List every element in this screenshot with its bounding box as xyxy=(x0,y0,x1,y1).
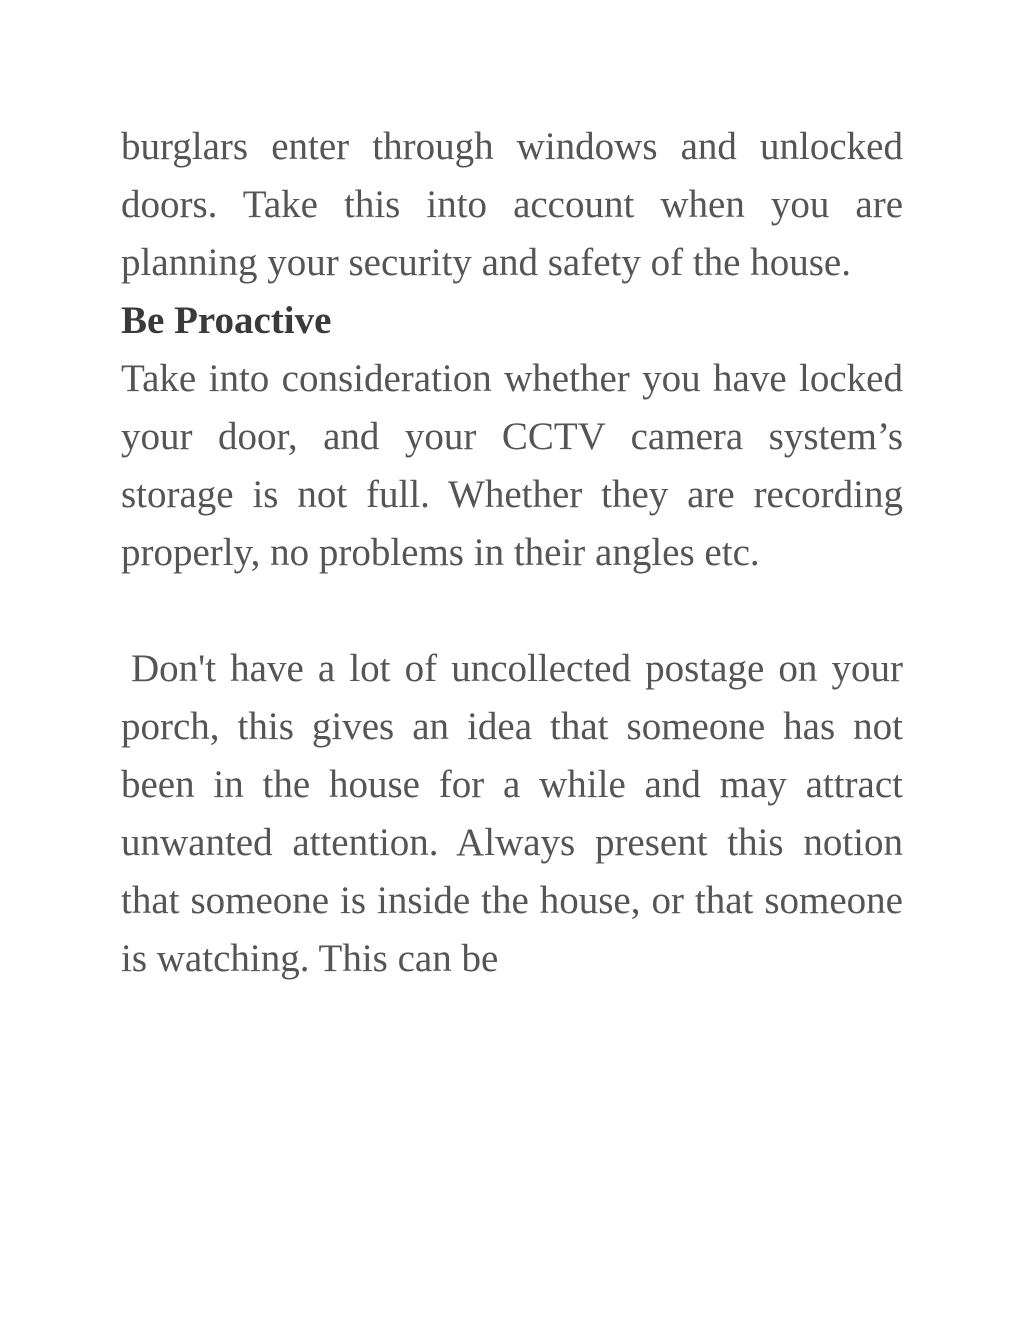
paragraph-burglars: burglars enter through windows and unlocked doors. Take this into account when you are planning your security and safety of the house. xyxy=(121,125,903,284)
section-heading-be-proactive: Be Proactive xyxy=(121,299,332,342)
paragraph-postage: Don't have a lot of uncollected postage on your porch, this gives an idea that someone has not been in the house for a while and may attract unwanted attention. Always present this notion that someone is inside the house, or that someone is watching. This can be xyxy=(121,647,903,980)
paragraph-consideration: Take into consideration whether you have locked your door, and your CCTV camera system’s storage is not full. Whether they are recording properly, no problems in their angles etc. xyxy=(121,357,903,574)
document-body xyxy=(121,118,903,988)
paragraph-spacer xyxy=(121,582,903,640)
